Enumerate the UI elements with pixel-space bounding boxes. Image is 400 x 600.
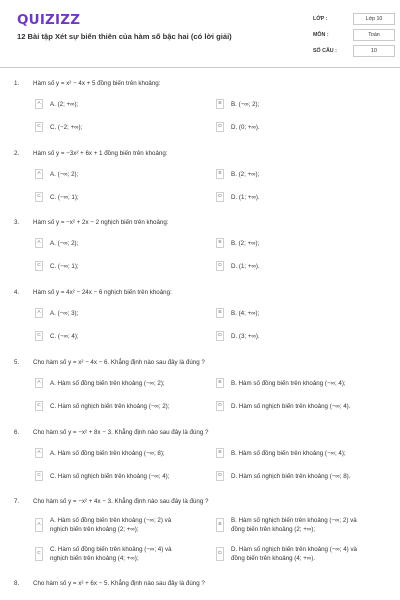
question-number: 4.	[14, 289, 20, 296]
question-text: Hàm số y = −x² + 2x − 2 nghịch biến trên khoảng:	[33, 219, 169, 226]
option-letter: B	[216, 169, 224, 179]
option-letter: A	[35, 169, 43, 179]
option-text: B. Hàm số nghịch biến trên khoảng (−∞; 2) và đồng biến trên khoảng (2; +∞);	[231, 517, 357, 533]
option-text: C. Hàm số nghịch biến trên khoảng (−∞; 2);	[50, 403, 170, 410]
option-letter: A	[35, 518, 43, 532]
question-number: 6.	[14, 429, 20, 436]
question-number: 7.	[14, 498, 20, 505]
worksheet-header	[0, 0, 400, 68]
option-letter: C	[35, 192, 43, 202]
option-letter: B	[216, 238, 224, 248]
question-text: Hàm số y = −3x² + 6x + 1 đồng biến trên khoảng:	[33, 150, 168, 157]
option-letter: C	[35, 547, 43, 561]
option-text: B. (−∞; 2);	[231, 101, 260, 108]
option-letter: B	[216, 518, 224, 532]
option-text: B. (2; +∞);	[231, 171, 260, 178]
option-text: D. (1; +∞).	[231, 263, 260, 270]
option-letter: D	[216, 471, 224, 481]
option-letter: B	[216, 308, 224, 318]
option-letter: D	[216, 331, 224, 341]
option-letter: B	[216, 378, 224, 388]
option-text: D. (3; +∞).	[231, 333, 260, 340]
option-letter: C	[35, 261, 43, 271]
option-text: B. Hàm số đồng biến trên khoảng (−∞; 4);	[231, 380, 346, 387]
question-text: Cho hàm số y = −x² + 4x − 3. Khẳng định nào sau đây là đúng ?	[33, 498, 209, 505]
question-text: Cho hàm số y = x² + 6x − 5. Khẳng định nào sau đây là đúng ?	[33, 580, 205, 587]
option-text: C. (−∞; 1);	[50, 194, 79, 201]
option-text: D. Hàm số nghịch biến trên khoảng (−∞; 4) và đồng biến trên khoảng (4; +∞).	[231, 546, 357, 562]
option-text: A. Hàm số đồng biến trên khoảng (−∞; 2);	[50, 380, 165, 387]
option-text: C. (−2; +∞);	[50, 124, 83, 131]
option-text: D. (0; +∞).	[231, 124, 260, 131]
option-letter: D	[216, 547, 224, 561]
option-letter: A	[35, 238, 43, 248]
option-letter: A	[35, 308, 43, 318]
option-text: A. (2; +∞);	[50, 101, 79, 108]
option-text: A. (−∞; 2);	[50, 171, 79, 178]
question-text: Cho hàm số y = x² − 4x − 6. Khẳng định nào sau đây là đúng ?	[33, 359, 205, 366]
question-number: 8.	[14, 580, 20, 587]
option-text: C. (−∞; 1);	[50, 263, 79, 270]
option-text: C. Hàm số đồng biến trên khoảng (−∞; 4) và nghịch biến trên khoảng (4; +∞);	[50, 546, 172, 562]
option-text: B. Hàm số đồng biến trên khoảng (−∞; 4);	[231, 450, 346, 457]
option-text: A. Hàm số đồng biến trên khoảng (−∞; 2) và nghịch biến trên khoảng (2; +∞);	[50, 517, 172, 533]
worksheet-title: 12 Bài tập Xét sự biến thiên của hàm số bậc hai (có lời giải)	[17, 32, 232, 41]
question-number: 5.	[14, 359, 20, 366]
option-letter: D	[216, 261, 224, 271]
class-row	[313, 13, 397, 27]
option-letter: A	[35, 99, 43, 109]
count-value: 10	[353, 45, 395, 57]
count-row	[313, 45, 397, 59]
subject-label: MÔN :	[313, 32, 329, 38]
option-letter: C	[35, 331, 43, 341]
option-text: C. (−∞; 4);	[50, 333, 79, 340]
option-text: B. (2; +∞);	[231, 240, 260, 247]
option-text: D. (1; +∞).	[231, 194, 260, 201]
question-text: Cho hàm số y = −x² + 8x − 3. Khẳng định nào sau đây là đúng ?	[33, 429, 209, 436]
option-text: D. Hàm số nghịch biến trên khoảng (−∞; 8).	[231, 473, 351, 480]
option-letter: B	[216, 448, 224, 458]
option-letter: C	[35, 471, 43, 481]
question-text: Hàm số y = x² − 4x + 5 đồng biến trên khoảng:	[33, 80, 161, 87]
class-label: LỚP :	[313, 16, 328, 22]
option-letter: A	[35, 378, 43, 388]
question-number: 1.	[14, 80, 20, 87]
option-letter: B	[216, 99, 224, 109]
option-text: A. (−∞; 2);	[50, 240, 79, 247]
option-text: A. (−∞; 3);	[50, 310, 79, 317]
option-text: B. (4; +∞);	[231, 310, 260, 317]
option-letter: C	[35, 122, 43, 132]
option-text: D. Hàm số nghịch biến trên khoảng (−∞; 4).	[231, 403, 351, 410]
question-text: Hàm số y = 4x² − 24x − 6 nghịch biến trên khoảng:	[33, 289, 172, 296]
option-text: C. Hàm số nghịch biến trên khoảng (−∞; 4);	[50, 473, 170, 480]
count-label: SỐ CÂU :	[313, 48, 337, 54]
option-text: A. Hàm số đồng biến trên khoảng (−∞; 8);	[50, 450, 165, 457]
option-letter: A	[35, 448, 43, 458]
option-letter: C	[35, 401, 43, 411]
question-number: 2.	[14, 150, 20, 157]
option-letter: D	[216, 401, 224, 411]
question-number: 3.	[14, 219, 20, 226]
option-letter: D	[216, 122, 224, 132]
class-value: Lớp 10	[353, 13, 395, 25]
quizizz-logo: QUIZIZZ	[17, 12, 81, 28]
subject-value: Toán	[353, 29, 395, 41]
subject-row	[313, 29, 397, 43]
option-letter: D	[216, 192, 224, 202]
